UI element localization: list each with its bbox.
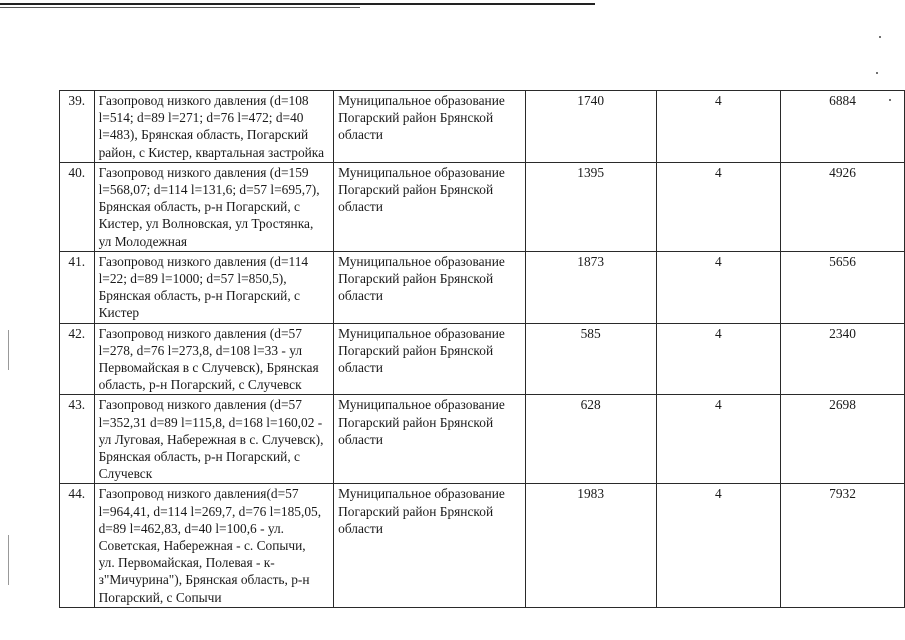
description-line: з"Мичурина"), Брянская область, р-н xyxy=(98,572,310,588)
length-value: 1395 xyxy=(525,162,656,251)
owner xyxy=(334,162,526,251)
total-value: 2698 xyxy=(781,395,905,484)
description-line: ул Луговая, Набережная в с. Случевск), xyxy=(98,431,324,447)
description-line: Газопровод низкого давления (d=57 xyxy=(98,325,302,341)
rate-value: 4 xyxy=(656,91,781,163)
top-rule-thin xyxy=(0,7,360,8)
total-value: 4926 xyxy=(781,162,905,251)
rate-value: 4 xyxy=(656,323,781,395)
table-row xyxy=(60,323,905,395)
description-line: l=278, d=76 l=273,8, d=108 l=33 - ул xyxy=(98,342,303,358)
owner-line: Погарский район Брянской xyxy=(338,503,494,519)
scan-speck xyxy=(876,72,878,74)
owner xyxy=(334,323,526,395)
scan-edge-mark xyxy=(8,330,9,370)
owner xyxy=(334,484,526,607)
length-value: 585 xyxy=(525,323,656,395)
length-value: 628 xyxy=(525,395,656,484)
total-value: 7932 xyxy=(781,484,905,607)
description-line: Первомайская в с Случевск), Брянская xyxy=(98,360,319,376)
total-value: 5656 xyxy=(781,251,905,323)
row-number: 41. xyxy=(60,251,95,323)
description-line: Брянская область, р-н Погарский, с xyxy=(98,199,300,215)
top-rule xyxy=(0,3,595,5)
owner-line: Погарский район Брянской xyxy=(338,110,494,126)
length-value: 1873 xyxy=(525,251,656,323)
description-line: Кистер, ул Волновская, ул Тростянка, xyxy=(98,216,314,232)
owner xyxy=(334,91,526,163)
description-line: Газопровод низкого давления (d=114 xyxy=(98,253,309,269)
owner-line: области xyxy=(338,360,383,376)
description-line: Брянская область, р-н Погарский, с xyxy=(98,288,300,304)
row-number: 42. xyxy=(60,323,95,395)
description-line: l=514; d=89 l=271; d=76 l=472; d=40 xyxy=(98,110,304,126)
owner-line: области xyxy=(338,199,383,215)
description-line: Газопровод низкого давления (d=57 xyxy=(98,397,302,413)
table-row xyxy=(60,395,905,484)
rate-value: 4 xyxy=(656,162,781,251)
owner-line: Погарский район Брянской xyxy=(338,182,494,198)
row-number: 44. xyxy=(60,484,95,607)
owner-line: Муниципальное образование xyxy=(338,397,505,413)
gas-pipeline-table xyxy=(59,90,905,608)
owner-line: Муниципальное образование xyxy=(338,325,505,341)
description-line: l=483), Брянская область, Погарский xyxy=(98,127,309,143)
total-value: 6884 xyxy=(781,91,905,163)
description-line: Брянская область, р-н Погарский, с xyxy=(98,449,300,465)
owner-line: области xyxy=(338,431,383,447)
owner xyxy=(334,395,526,484)
description-line: Газопровод низкого давления(d=57 xyxy=(98,486,299,502)
description-line: ул. Первомайская, Полевая - к- xyxy=(98,555,275,571)
rate-value: 4 xyxy=(656,251,781,323)
description-line: l=964,41, d=114 l=269,7, d=76 l=185,05, xyxy=(98,503,322,519)
description-line: Кистер xyxy=(98,305,140,321)
table-row xyxy=(60,91,905,163)
table-row xyxy=(60,162,905,251)
object-description xyxy=(94,91,334,163)
owner-line: Погарский район Брянской xyxy=(338,414,494,430)
owner-line: области xyxy=(338,520,383,536)
description-line: d=89 l=462,83, d=40 l=100,6 - ул. xyxy=(98,520,285,536)
row-number: 43. xyxy=(60,395,95,484)
object-description xyxy=(94,395,334,484)
owner-line: Муниципальное образование xyxy=(338,253,505,269)
description-line: Советская, Набережная - с. Сопычи, xyxy=(98,538,306,554)
description-line: Газопровод низкого давления (d=108 xyxy=(98,93,309,108)
length-value: 1983 xyxy=(525,484,656,607)
row-number: 39. xyxy=(60,91,95,163)
scan-speck xyxy=(879,36,881,38)
owner-line: Муниципальное образование xyxy=(338,486,505,502)
scan-edge-mark xyxy=(8,535,9,585)
owner-line: Погарский район Брянской xyxy=(338,342,494,358)
description-line: l=352,31 d=89 l=115,8, d=168 l=160,02 - xyxy=(98,414,323,430)
owner-line: Муниципальное образование xyxy=(338,93,505,108)
total-value: 2340 xyxy=(781,323,905,395)
object-description xyxy=(94,484,334,607)
description-line: Газопровод низкого давления (d=159 xyxy=(98,164,309,180)
table-body xyxy=(60,91,905,608)
description-line: Случевск xyxy=(98,466,153,482)
description-line: Погарский, с Сопычи xyxy=(98,589,222,605)
table-row xyxy=(60,484,905,607)
rate-value: 4 xyxy=(656,484,781,607)
length-value: 1740 xyxy=(525,91,656,163)
owner-line: области xyxy=(338,127,383,143)
description-line: ул Молодежная xyxy=(98,233,188,249)
owner xyxy=(334,251,526,323)
owner-line: Муниципальное образование xyxy=(338,164,505,180)
owner-line: Погарский район Брянской xyxy=(338,271,494,287)
object-description xyxy=(94,323,334,395)
description-line: l=568,07; d=114 l=131,6; d=57 l=695,7), xyxy=(98,182,320,198)
owner-line: области xyxy=(338,288,383,304)
description-line: l=22; d=89 l=1000; d=57 l=850,5), xyxy=(98,271,287,287)
row-number: 40. xyxy=(60,162,95,251)
rate-value: 4 xyxy=(656,395,781,484)
table-row xyxy=(60,251,905,323)
object-description xyxy=(94,162,334,251)
object-description xyxy=(94,251,334,323)
description-line: район, с Кистер, квартальная застройка xyxy=(98,144,325,160)
description-line: область, р-н Погарский, с Случевск xyxy=(98,377,302,393)
